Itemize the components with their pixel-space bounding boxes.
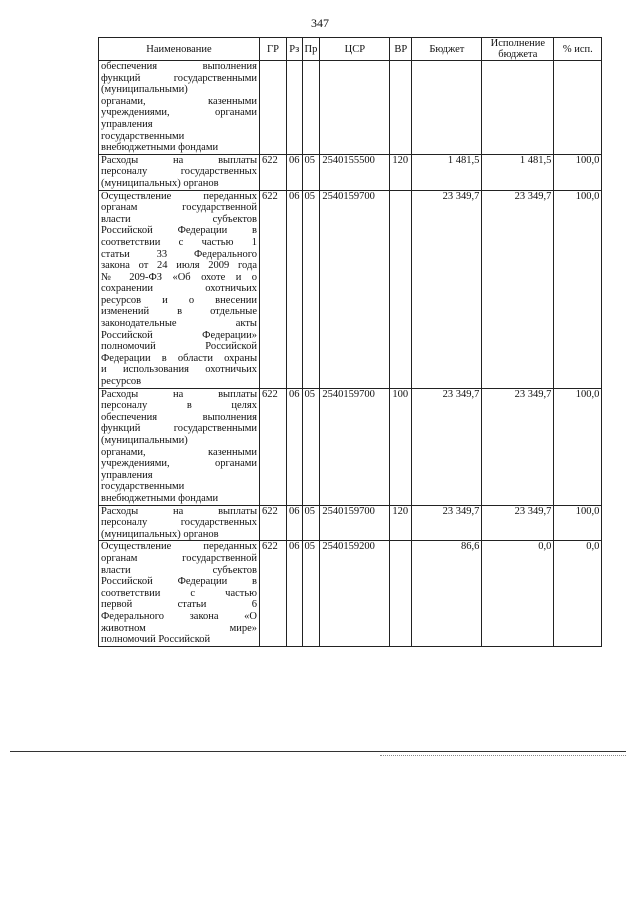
name-line: (муниципальными): [101, 435, 188, 446]
pr-cell: 05: [302, 505, 320, 541]
name-line: Российской Федерации в: [101, 576, 257, 588]
gr-cell: 622: [260, 541, 287, 646]
rz-cell: 06: [287, 541, 303, 646]
name-line: (муниципальными): [101, 84, 188, 96]
name-cell: [99, 388, 260, 505]
gr-cell: 622: [260, 388, 287, 505]
csr-cell: 2540155500: [320, 154, 390, 190]
column-header: Пр: [302, 38, 320, 61]
name-line: животном мире»: [101, 622, 257, 634]
budget-cell: 23 349,7: [412, 505, 482, 541]
name-line: соответствии с частью 1: [101, 236, 257, 248]
name-line: законодательные акты: [101, 318, 257, 330]
name-line: Российской Федерации в: [101, 225, 257, 237]
column-header: Исполнение бюджета: [482, 38, 554, 61]
name-line: органам государственной: [101, 202, 257, 214]
name-line: полномочий Российской: [101, 341, 257, 353]
name-line: Расходы на выплаты: [101, 388, 257, 400]
table-row: [99, 505, 602, 541]
vr-cell: 120: [390, 154, 412, 190]
pr-cell: 05: [302, 388, 320, 505]
name-line: № 209-ФЗ «Об охоте и о: [101, 271, 257, 283]
budget-cell: 23 349,7: [412, 388, 482, 505]
pr-cell: 05: [302, 541, 320, 646]
name-line: статьи 33 Федерального: [101, 248, 257, 260]
page-number: 347: [311, 16, 329, 30]
rz-cell: 06: [287, 154, 303, 190]
percent-cell: 0,0: [554, 541, 602, 646]
percent-cell: 100,0: [554, 505, 602, 541]
vr-cell: 100: [390, 388, 412, 505]
gr-cell: [260, 61, 287, 155]
name-line: первой статьи 6: [101, 599, 257, 611]
table-header-row: [99, 38, 602, 61]
table-row: [99, 190, 602, 388]
name-line: обеспечения выполнения: [101, 61, 257, 72]
name-line: государственными: [101, 130, 185, 142]
name-line: функций государственными: [101, 72, 257, 84]
name-line: ресурсов и о внесении: [101, 294, 257, 306]
rz-cell: 06: [287, 505, 303, 541]
name-line: полномочий Российской: [101, 634, 211, 646]
pr-cell: [302, 61, 320, 155]
vr-cell: [390, 190, 412, 388]
vr-cell: 120: [390, 505, 412, 541]
page-bottom-rule-faint: [380, 755, 626, 756]
table-row: [99, 388, 602, 505]
column-header: ГР: [260, 38, 287, 61]
rz-cell: 06: [287, 190, 303, 388]
rz-cell: 06: [287, 388, 303, 505]
execution-cell: 23 349,7: [482, 190, 554, 388]
budget-cell: 23 349,7: [412, 190, 482, 388]
csr-cell: [320, 61, 390, 155]
name-line: учреждениями, органами: [101, 107, 257, 119]
name-line: власти субъектов: [101, 213, 257, 225]
column-header: Рз: [287, 38, 303, 61]
percent-cell: [554, 61, 602, 155]
table-row: [99, 541, 602, 646]
column-header: ВР: [390, 38, 412, 61]
name-line: Осуществление переданных: [101, 541, 257, 553]
budget-table: [98, 37, 602, 647]
column-header: Наименование: [99, 38, 260, 61]
vr-cell: [390, 61, 412, 155]
name-line: внебюджетными фондами: [101, 492, 219, 504]
budget-cell: 86,6: [412, 541, 482, 646]
name-cell: [99, 154, 260, 190]
budget-cell: [412, 61, 482, 155]
name-line: персоналу государственных: [101, 517, 257, 529]
csr-cell: 2540159700: [320, 388, 390, 505]
name-line: Российской Федерации»: [101, 329, 257, 341]
execution-cell: [482, 61, 554, 155]
name-line: ресурсов: [101, 376, 142, 388]
name-line: Осуществление переданных: [101, 190, 257, 202]
name-line: учреждениями, органами: [101, 458, 257, 470]
table-row: [99, 61, 602, 155]
gr-cell: 622: [260, 505, 287, 541]
name-line: органами, казенными: [101, 446, 257, 458]
name-line: Расходы на выплаты: [101, 154, 257, 166]
csr-cell: 2540159700: [320, 190, 390, 388]
name-line: соответствии с частью: [101, 587, 257, 599]
name-line: государственными: [101, 481, 185, 493]
name-line: органами, казенными: [101, 95, 257, 107]
table-row: [99, 154, 602, 190]
execution-cell: 1 481,5: [482, 154, 554, 190]
name-cell: [99, 505, 260, 541]
column-header: % исп.: [554, 38, 602, 61]
name-line: Федерации в области охраны: [101, 352, 257, 364]
name-cell: [99, 190, 260, 388]
name-line: Расходы на выплаты: [101, 505, 257, 517]
name-line: управления: [101, 118, 153, 130]
rz-cell: [287, 61, 303, 155]
csr-cell: 2540159700: [320, 505, 390, 541]
column-header: ЦСР: [320, 38, 390, 61]
name-line: персоналу в целях: [101, 400, 257, 412]
name-line: функций государственными: [101, 423, 257, 435]
name-line: внебюджетными фондами: [101, 142, 219, 154]
percent-cell: 100,0: [554, 190, 602, 388]
name-line: Федерального закона «О: [101, 610, 257, 622]
gr-cell: 622: [260, 190, 287, 388]
pr-cell: 05: [302, 190, 320, 388]
name-line: (муниципальных) органов: [101, 528, 219, 540]
page-bottom-rule: [10, 751, 626, 752]
budget-cell: 1 481,5: [412, 154, 482, 190]
name-line: изменений в отдельные: [101, 306, 257, 318]
execution-cell: 23 349,7: [482, 505, 554, 541]
csr-cell: 2540159200: [320, 541, 390, 646]
column-header: Бюджет: [412, 38, 482, 61]
name-line: закона от 24 июля 2009 года: [101, 260, 257, 272]
name-line: и использования охотничьих: [101, 364, 257, 376]
name-cell: [99, 61, 260, 155]
name-line: управления: [101, 469, 153, 481]
execution-cell: 23 349,7: [482, 388, 554, 505]
name-line: персоналу государственных: [101, 166, 257, 178]
name-line: (муниципальных) органов: [101, 177, 219, 189]
name-line: обеспечения выполнения: [101, 411, 257, 423]
name-cell: [99, 541, 260, 646]
name-line: сохранении охотничьих: [101, 283, 257, 295]
percent-cell: 100,0: [554, 388, 602, 505]
name-line: органам государственной: [101, 552, 257, 564]
percent-cell: 100,0: [554, 154, 602, 190]
gr-cell: 622: [260, 154, 287, 190]
vr-cell: [390, 541, 412, 646]
pr-cell: 05: [302, 154, 320, 190]
execution-cell: 0,0: [482, 541, 554, 646]
name-line: власти субъектов: [101, 564, 257, 576]
